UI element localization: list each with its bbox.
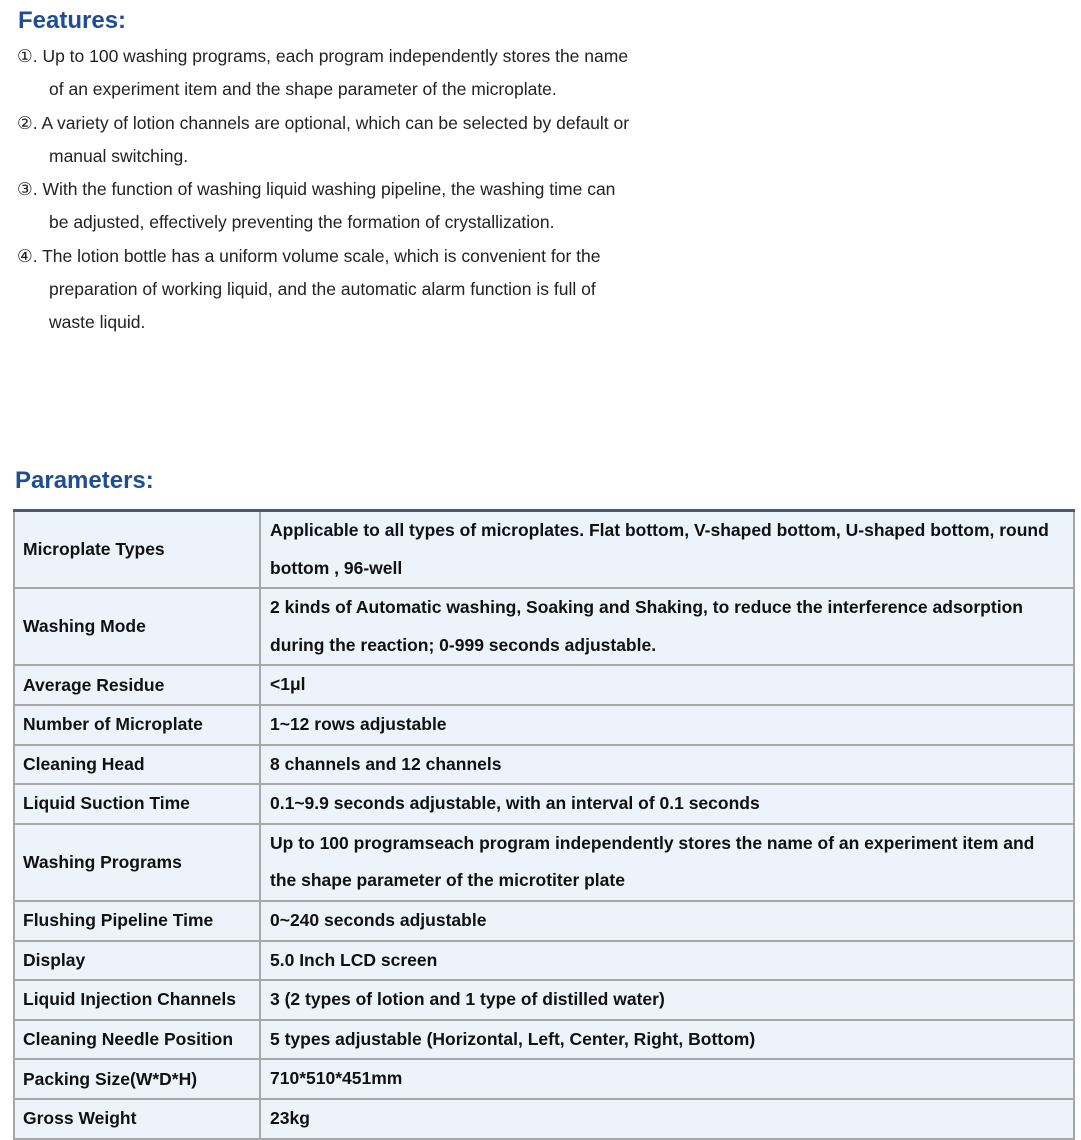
param-label: Packing Size(W*D*H) bbox=[14, 1059, 260, 1099]
feature-text: Up to 100 washing programs, each program independently stores the name of an experiment item and the shape parameter of the microplate. bbox=[42, 46, 629, 100]
param-value: Applicable to all types of microplates. Flat bottom, V-shaped bottom, U-shaped bottom, round bottom , 96-well bbox=[260, 511, 1074, 589]
feature-text: With the function of washing liquid washing pipeline, the washing time can be adjusted, effectively preventing the formation of crystallization. bbox=[42, 179, 616, 233]
param-label: Display bbox=[14, 941, 260, 981]
feature-item bbox=[17, 40, 637, 107]
table-row bbox=[14, 745, 1074, 785]
param-value: 1~12 rows adjustable bbox=[260, 705, 1074, 745]
features-list bbox=[17, 40, 637, 340]
feature-item bbox=[17, 173, 637, 240]
table-row bbox=[14, 941, 1074, 981]
feature-text: The lotion bottle has a uniform volume scale, which is convenient for the preparation of working liquid, and the automatic alarm function is full of waste liquid. bbox=[42, 245, 601, 333]
table-row bbox=[14, 705, 1074, 745]
param-label: Cleaning Needle Position bbox=[14, 1020, 260, 1060]
param-value: Up to 100 programseach program independently stores the name of an experiment item and the shape parameter of the microtiter plate bbox=[260, 824, 1074, 901]
param-label: Washing Mode bbox=[14, 588, 260, 665]
feature-item bbox=[17, 107, 637, 174]
param-label: Gross Weight bbox=[14, 1099, 260, 1139]
table-row bbox=[14, 511, 1074, 589]
param-value: 0.1~9.9 seconds adjustable, with an interval of 0.1 seconds bbox=[260, 784, 1074, 824]
table-row bbox=[14, 1059, 1074, 1099]
table-row bbox=[14, 784, 1074, 824]
param-label: Average Residue bbox=[14, 665, 260, 705]
table-row bbox=[14, 980, 1074, 1020]
param-label: Microplate Types bbox=[14, 511, 260, 589]
param-value: 5 types adjustable (Horizontal, Left, Center, Right, Bottom) bbox=[260, 1020, 1074, 1060]
param-label: Cleaning Head bbox=[14, 745, 260, 785]
feature-text: A variety of lotion channels are optional, which can be selected by default or manual switching. bbox=[41, 112, 630, 166]
param-value: 2 kinds of Automatic washing, Soaking and Shaking, to reduce the interference adsorption during the reaction; 0-999 seconds adjustable. bbox=[260, 588, 1074, 665]
table-row bbox=[14, 588, 1074, 665]
param-label: Flushing Pipeline Time bbox=[14, 901, 260, 941]
param-label: Number of Microplate bbox=[14, 705, 260, 745]
table-row bbox=[14, 665, 1074, 705]
param-value: <1μl bbox=[260, 665, 1074, 705]
feature-item bbox=[17, 240, 637, 340]
table-row bbox=[14, 901, 1074, 941]
param-value: 0~240 seconds adjustable bbox=[260, 901, 1074, 941]
table-row bbox=[14, 824, 1074, 901]
param-value: 5.0 Inch LCD screen bbox=[260, 941, 1074, 981]
parameters-table bbox=[13, 509, 1075, 1140]
feature-number: ③. bbox=[17, 179, 38, 200]
table-row bbox=[14, 1020, 1074, 1060]
param-value: 8 channels and 12 channels bbox=[260, 745, 1074, 785]
feature-number: ④. bbox=[17, 245, 38, 266]
param-value: 23kg bbox=[260, 1099, 1074, 1139]
feature-number: ②. bbox=[17, 112, 38, 133]
parameters-heading: Parameters: bbox=[15, 467, 154, 494]
param-value: 3 (2 types of lotion and 1 type of distilled water) bbox=[260, 980, 1074, 1020]
param-label: Washing Programs bbox=[14, 824, 260, 901]
param-label: Liquid Suction Time bbox=[14, 784, 260, 824]
features-heading: Features: bbox=[18, 7, 127, 34]
param-label: Liquid Injection Channels bbox=[14, 980, 260, 1020]
feature-number: ①. bbox=[17, 46, 38, 66]
param-value: 710*510*451mm bbox=[260, 1059, 1074, 1099]
